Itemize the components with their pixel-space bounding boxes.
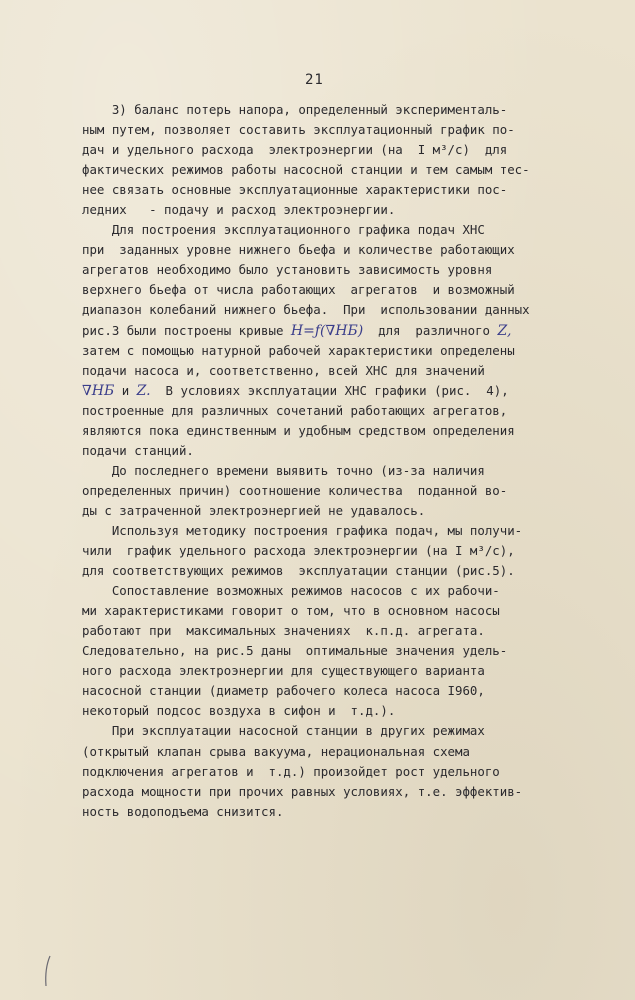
text-segment: Используя методику построения графика подач, мы получи- xyxy=(82,522,523,538)
text-line xyxy=(82,381,552,401)
text-line xyxy=(82,721,552,741)
text-line xyxy=(82,140,552,160)
text-line xyxy=(82,260,552,280)
text-segment: для различного xyxy=(363,322,498,338)
text-line xyxy=(82,762,552,782)
text-segment: ность водоподъема снизится. xyxy=(82,803,284,819)
text-line xyxy=(82,321,552,341)
text-segment: 3) баланс потерь напора, определенный эксперименталь- xyxy=(82,102,508,117)
text-line xyxy=(82,521,552,541)
text-segment: подключения агрегатов и т.д.) произойдет рост удельного xyxy=(82,763,500,779)
text-line xyxy=(82,481,552,501)
text-line xyxy=(82,461,552,481)
text-segment: При эксплуатации насосной станции в других режимах xyxy=(82,723,485,739)
text-line xyxy=(82,200,552,220)
text-segment: при заданных уровне нижнего бьефа и количестве работающих xyxy=(82,242,515,258)
text-segment: ды с затраченной электроэнергией не удавалось. xyxy=(82,502,426,518)
text-line xyxy=(82,120,552,140)
text-segment: ного расхода электроэнергии для существующего варианта xyxy=(82,663,485,679)
text-line xyxy=(82,421,552,441)
handwritten-formula: Z. xyxy=(136,382,151,399)
text-segment: фактических режимов работы насосной станции и тем самым тес- xyxy=(82,162,530,178)
text-segment: (открытый клапан срыва вакуума, нерациональная схема xyxy=(82,743,470,759)
text-segment: подачи станций. xyxy=(82,442,194,458)
text-line xyxy=(82,641,552,661)
text-line xyxy=(82,661,552,681)
text-segment: затем с помощью натурной рабочей характеристики определены xyxy=(82,342,515,358)
text-line xyxy=(82,240,552,260)
text-line xyxy=(82,441,552,461)
text-segment: ным путем, позволяет составить эксплуатационный график по- xyxy=(82,122,515,138)
text-segment: подачи насоса и, соответственно, всей ХНС для значений xyxy=(82,362,485,378)
text-segment: насосной станции (диаметр рабочего колеса насоса I960, xyxy=(82,683,485,699)
text-line xyxy=(82,621,552,641)
handwritten-formula: Z, xyxy=(497,322,512,339)
text-segment: ми характеристиками говорит о том, что в основном насосы xyxy=(82,603,500,619)
text-line xyxy=(82,220,552,240)
text-segment: чили график удельного расхода электроэнергии (на I м³/с), xyxy=(82,543,515,559)
text-line xyxy=(82,802,552,822)
text-segment: построенные для различных сочетаний работающих агрегатов, xyxy=(82,402,508,418)
text-segment: ледних - подачу и расход электроэнергии. xyxy=(82,202,396,218)
text-segment: Для построения эксплуатационного графика подач ХНС xyxy=(82,222,485,238)
text-segment: расхода мощности при прочих равных условиях, т.е. эффектив- xyxy=(82,783,523,799)
text-line xyxy=(82,601,552,621)
text-line xyxy=(82,541,552,561)
handwritten-formula: H=ƒ(∇HБ) xyxy=(290,322,364,339)
text-line xyxy=(82,180,552,200)
text-line xyxy=(82,361,552,381)
text-segment: дач и удельного расхода электроэнергии (на I м³/с) для xyxy=(82,142,508,158)
text-segment: агрегатов необходимо было установить зависимость уровня xyxy=(82,262,493,278)
body-text xyxy=(82,100,552,822)
text-segment: являются пока единственным и удобным средством определения xyxy=(82,422,515,438)
pencil-margin-mark xyxy=(44,955,52,987)
text-segment: верхнего бьефа от числа работающих агрегатов и возможный xyxy=(82,282,515,298)
text-line xyxy=(82,100,552,120)
text-segment: определенных причин) соотношение количества поданной во- xyxy=(82,482,508,498)
text-line xyxy=(82,561,552,581)
text-line xyxy=(82,581,552,601)
text-line xyxy=(82,280,552,300)
text-segment: диапазон колебаний нижнего бьефа. При использовании данных xyxy=(82,302,530,318)
text-segment: и xyxy=(114,382,137,398)
text-line xyxy=(82,501,552,521)
text-line xyxy=(82,401,552,421)
page-number: 21 xyxy=(305,72,324,88)
text-line xyxy=(82,681,552,701)
text-segment: для соответствующих режимов эксплуатации станции (рис.5). xyxy=(82,563,515,579)
text-line xyxy=(82,782,552,802)
text-line xyxy=(82,341,552,361)
text-line xyxy=(82,300,552,320)
text-segment: нее связать основные эксплуатационные характеристики пос- xyxy=(82,182,508,198)
handwritten-formula: ∇HБ xyxy=(82,382,115,399)
text-segment: До последнего времени выявить точно (из-за наличия xyxy=(82,462,485,478)
text-line xyxy=(82,742,552,762)
text-segment: В условиях эксплуатации ХНС графики (рис. 4), xyxy=(150,382,509,398)
text-segment: рис.3 были построены кривые xyxy=(82,322,291,338)
text-segment: некоторый подсос воздуха в сифон и т.д.). xyxy=(82,703,396,719)
text-line xyxy=(82,160,552,180)
text-segment: работают при максимальных значениях к.п.д. агрегата. xyxy=(82,623,485,639)
text-segment: Сопоставление возможных режимов насосов с их рабочи- xyxy=(82,583,500,599)
text-segment: Следовательно, на рис.5 даны оптимальные значения удель- xyxy=(82,643,508,659)
text-line xyxy=(82,701,552,721)
